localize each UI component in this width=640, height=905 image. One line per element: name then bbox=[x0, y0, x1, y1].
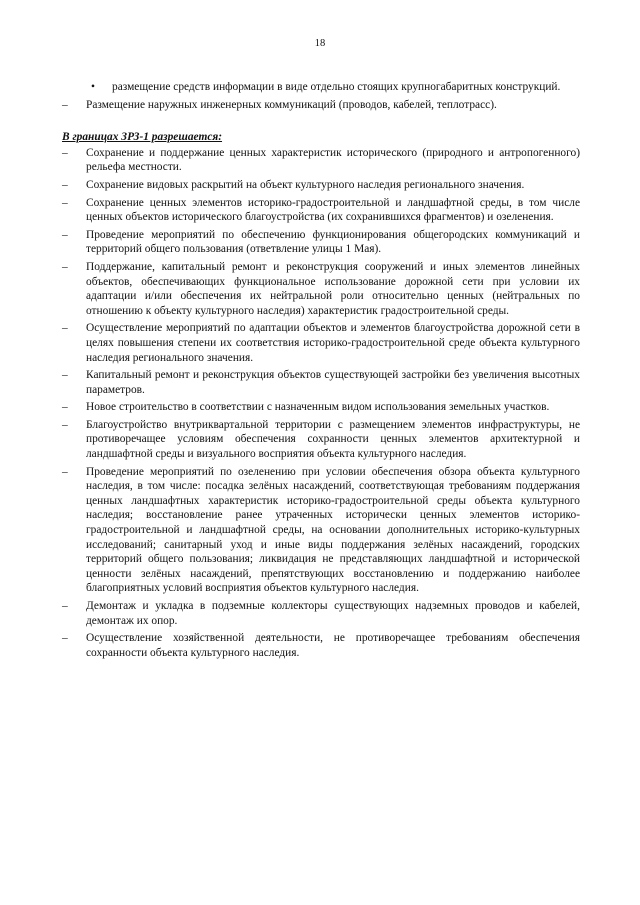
dash-marker: – bbox=[62, 260, 68, 273]
list-item bbox=[62, 196, 580, 225]
dash-marker: – bbox=[62, 322, 68, 335]
dash-marker: – bbox=[62, 146, 68, 159]
list-item-text: Проведение мероприятий по озеленению при условии обеспечения обзора объекта культурного наследия, в том числе: посадка зелёных насаждений, соответствующая требованиям поддержания ценных ландшафтных характеристик историко-градостроительной среды объекта культурного наследия; восстановление ранее утраченных исторически ценных элементов историко-градостроительной и ландшафтной среды, на основании дополнительных историко-культурных исследований; санитарный уход и иные виды поддержания зелёных насаждений, городских территорий общего пользования; ликвидация не представляющих ландшафтной и исторической ценности зелёных насаждений, препятствующих восстановлению и поддержанию наиболее благоприятных условий восприятия объектов культурного наследия. bbox=[86, 465, 580, 595]
dash-item-text: Размещение наружных инженерных коммуникаций (проводов, кабелей, теплотрасс). bbox=[86, 98, 497, 111]
list-item-text: Осуществление мероприятий по адаптации объектов и элементов благоустройства дорожной сети в целях повышения степени их соответствия историко-градостроительной среде объекта культурного наследия регионального значения. bbox=[86, 322, 580, 364]
list-item-text: Благоустройство внутриквартальной территории с размещением элементов инфраструктуры, не противоречащее условиям обеспечения сохранности ценных элементов архитектурной и ландшафтной среды и визуального восприятия объекта культурного наследия. bbox=[86, 418, 580, 461]
dash-marker: – bbox=[62, 369, 68, 382]
list-item bbox=[62, 418, 580, 462]
list-item-text: Капитальный ремонт и реконструкция объектов существующей застройки без увеличения высотных параметров. bbox=[86, 369, 580, 396]
dash-marker: – bbox=[62, 178, 68, 191]
list-item bbox=[62, 321, 580, 365]
dash-marker: – bbox=[62, 632, 68, 645]
dash-marker: – bbox=[62, 401, 68, 414]
list-item-text: Проведение мероприятий по обеспечению функционирования общегородских коммуникаций и территорий общего пользования (ответвление улицы 1 Мая). bbox=[86, 228, 580, 256]
list-item-text: Осуществление хозяйственной деятельности, не противоречащее требованиям обеспечения сохранности объекта культурного наследия. bbox=[86, 632, 580, 659]
list-item bbox=[62, 400, 580, 415]
list-item bbox=[62, 146, 580, 175]
document-body bbox=[62, 80, 580, 663]
list-item-text: Сохранение видовых раскрытий на объект культурного наследия регионального значения. bbox=[86, 178, 525, 191]
list-item bbox=[62, 599, 580, 628]
bullet-item-info-structures bbox=[62, 80, 580, 95]
list-item bbox=[62, 178, 580, 193]
list-item-text: Новое строительство в соответствии с назначенным видом использования земельных участков. bbox=[86, 401, 550, 414]
list-item-text: Поддержание, капитальный ремонт и реконструкция сооружений и иных элементов линейных объектов, обеспечивающих функциональное использование дорожной сети при условии их адаптации и/или обеспечения их нейтральной роли относительно ценных (нейтральных по отношению к объекту культурного наследия) характеристик градостроительной среды. bbox=[86, 260, 580, 317]
list-item-text: Сохранение ценных элементов историко-градостроительной и ландшафтной среды, в том числе ценных объектов исторического благоустройства (их сохранившихся фрагментов) и озеленения. bbox=[86, 196, 580, 224]
dash-marker: – bbox=[62, 196, 68, 209]
bullet-item-text: размещение средств информации в виде отдельно стоящих крупногабаритных конструкций. bbox=[112, 81, 561, 93]
dash-marker: – bbox=[62, 228, 68, 241]
list-item bbox=[62, 368, 580, 397]
list-item bbox=[62, 260, 580, 318]
list-item bbox=[62, 631, 580, 660]
dash-marker: – bbox=[62, 418, 68, 431]
list-item bbox=[62, 228, 580, 257]
list-item bbox=[62, 465, 580, 596]
page-number: 18 bbox=[314, 38, 326, 49]
list-item-text: Сохранение и поддержание ценных характеристик исторического (природного и антропогенного) рельефа местности. bbox=[86, 146, 580, 174]
dash-item-engineering-communications bbox=[62, 98, 580, 113]
dash-marker: – bbox=[62, 98, 68, 111]
section-heading: В границах ЗРЗ-1 разрешается: bbox=[62, 131, 223, 144]
dash-marker: – bbox=[62, 465, 68, 478]
bullet-marker: • bbox=[91, 81, 95, 93]
list-item-text: Демонтаж и укладка в подземные коллекторы существующих надземных проводов и кабелей, демонтаж их опор. bbox=[86, 600, 580, 627]
dash-marker: – bbox=[62, 600, 68, 612]
